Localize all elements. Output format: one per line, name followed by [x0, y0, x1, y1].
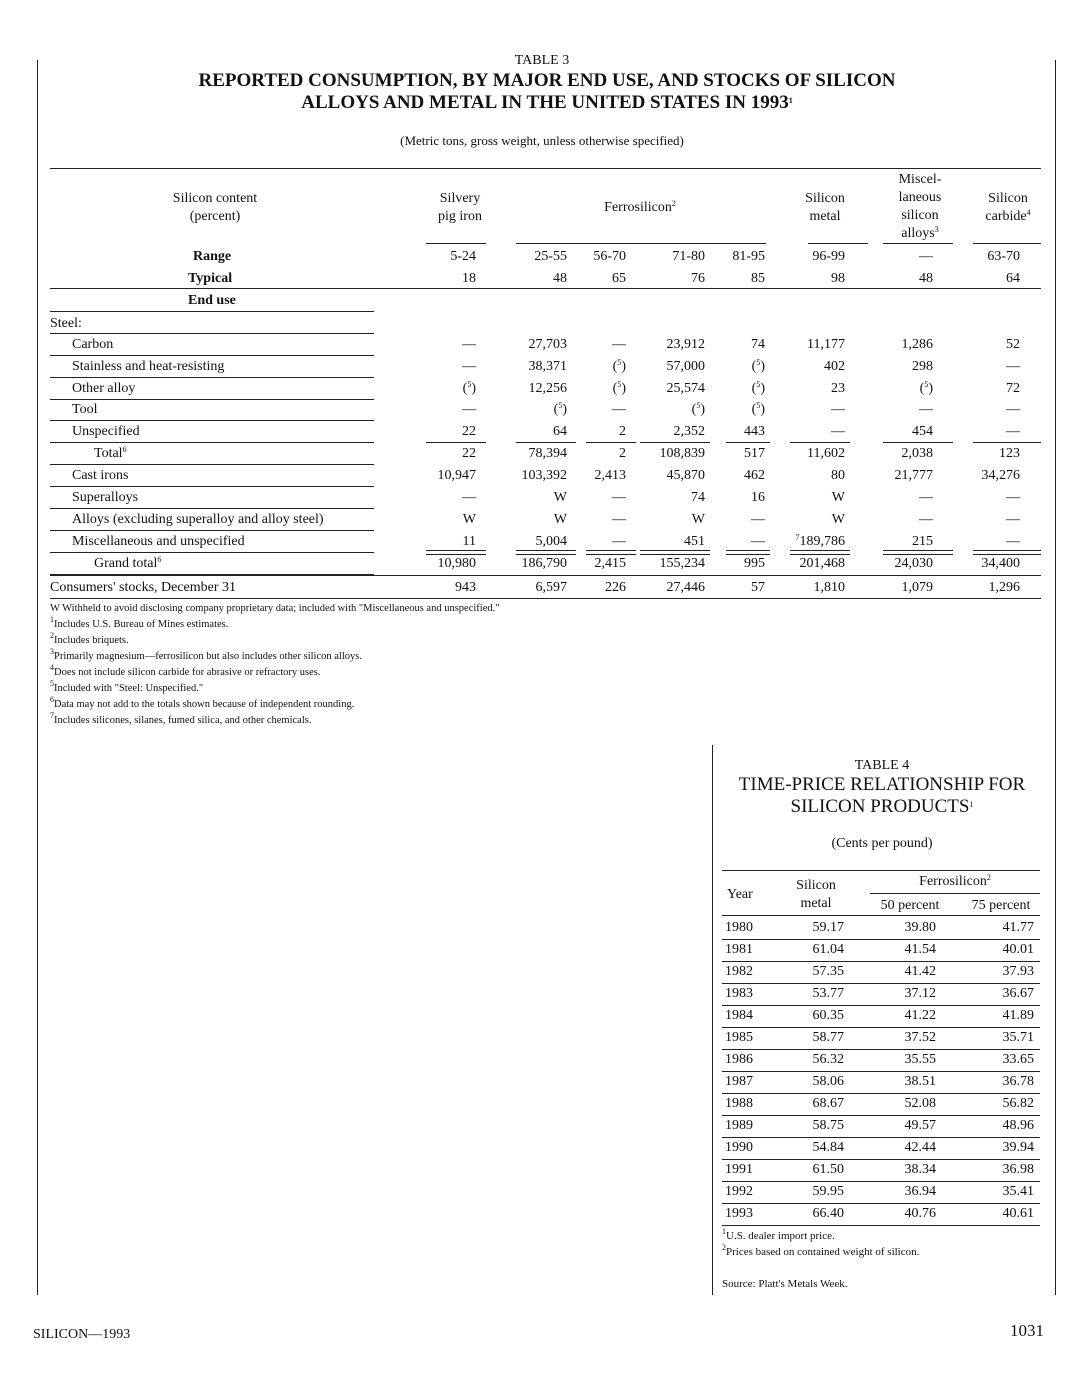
t4-row3-cell-1: 53.77: [812, 986, 844, 1001]
range-cell-6: —: [919, 249, 933, 264]
subtotal-rule: [640, 442, 710, 443]
t4-row9-cell-3: 48.96: [1002, 1118, 1034, 1133]
range-label: Range: [193, 249, 232, 264]
row10-cell-2: 2,415: [594, 556, 626, 571]
row-label: Tool: [72, 402, 98, 417]
t4-row6-cell-3: 33.65: [1002, 1052, 1034, 1067]
row3-cell-1: ($^5$): [553, 401, 567, 417]
table3-caption: TABLE 3: [514, 53, 570, 68]
row8-cell-5: W: [831, 512, 845, 527]
t4-row11-cell-3: 36.98: [1002, 1162, 1034, 1177]
footer-title: SILICON—1993: [33, 1327, 131, 1342]
t4-row-rule: [722, 1115, 1040, 1116]
header-rule: [516, 243, 766, 244]
header-silicon-carbide: Silicon carbide$^4$: [985, 191, 1031, 224]
t4-row6-cell-1: 56.32: [812, 1052, 844, 1067]
row6-cell-6: 21,777: [894, 468, 933, 483]
table4-title: TIME-PRICE RELATIONSHIP FOR SILICON PRODUCTS$^1$: [738, 774, 1026, 817]
row7-cell-0: —: [462, 490, 476, 505]
grand-total-rule: [516, 550, 576, 555]
range-cell-5: 96-99: [812, 249, 845, 264]
t4-row-rule: [722, 1005, 1040, 1006]
row6-cell-0: 10,947: [437, 468, 476, 483]
range-cell-3: 71-80: [672, 249, 705, 264]
row4-cell-3: 2,352: [673, 424, 705, 439]
steel-rule: [50, 333, 374, 334]
row-rule: [50, 399, 374, 400]
row-label: Alloys (excluding superalloy and alloy steel): [72, 512, 324, 527]
row1-cell-5: 402: [824, 359, 845, 374]
t4-row8-cell-3: 56.82: [1002, 1096, 1034, 1111]
row-label: Miscellaneous and unspecified: [72, 534, 245, 549]
row7-cell-4: 16: [751, 490, 765, 505]
table3-footnote-1: $^1$Includes U.S. Bureau of Mines estimates.: [50, 615, 229, 630]
header-rule: [973, 243, 1041, 244]
table3-title-line2: ALLOYS AND METAL IN THE UNITED STATES IN 1993: [301, 92, 789, 113]
left-margin-rule: [37, 60, 38, 1295]
grand-total-bottom-rule: [50, 575, 1041, 576]
row3-cell-5: —: [831, 402, 845, 417]
row-rule: [50, 464, 374, 465]
header-misc-silicon-alloys: Miscel- laneous silicon alloys$^3$: [898, 172, 942, 241]
t4-row13-cell-0: 1993: [725, 1206, 753, 1221]
t4-row7-cell-0: 1987: [725, 1074, 753, 1089]
right-margin-rule: [1055, 60, 1056, 1295]
header-rule: [426, 243, 486, 244]
row10-cell-3: 155,234: [659, 556, 705, 571]
subtotal-rule: [973, 442, 1041, 443]
table4-footnote-1: $^1$U.S. dealer import price.: [722, 1227, 835, 1242]
row10-cell-1: 186,790: [521, 556, 567, 571]
table4-header-year: Year: [727, 887, 753, 902]
table4-header-silicon-metal: Silicon metal: [796, 878, 836, 911]
t4-row2-cell-0: 1982: [725, 964, 753, 979]
table4-caption: TABLE 4: [854, 758, 910, 773]
typical-label: Typical: [188, 271, 233, 286]
range-cell-1: 25-55: [534, 249, 567, 264]
row8-cell-2: —: [612, 512, 626, 527]
table3-title-sup: 1: [788, 96, 793, 105]
grand-total-rule: [973, 550, 1041, 555]
table3-title-line1: REPORTED CONSUMPTION, BY MAJOR END USE, AND STOCKS OF SILICON: [198, 70, 896, 91]
t4-row-rule: [722, 1181, 1040, 1182]
table4-header-50-percent: 50 percent: [880, 898, 940, 913]
row7-cell-5: W: [831, 490, 845, 505]
row5-cell-5: 11,602: [807, 446, 845, 461]
header-rule: [883, 243, 953, 244]
t4-row10-cell-1: 54.84: [812, 1140, 844, 1155]
table4-header-75-percent: 75 percent: [971, 898, 1031, 913]
table3-footnote-2: $^2$Includes briquets.: [50, 631, 129, 646]
row9-cell-4: —: [751, 534, 765, 549]
range-cell-2: 56-70: [593, 249, 626, 264]
row7-cell-2: —: [612, 490, 626, 505]
table4-left-rule: [712, 745, 713, 1295]
t4-row-rule: [722, 1225, 1040, 1226]
t4-row5-cell-1: 58.77: [812, 1030, 844, 1045]
row-rule: [50, 442, 374, 443]
row3-cell-2: —: [612, 402, 626, 417]
row2-cell-5: 23: [831, 381, 845, 396]
row4-cell-5: —: [831, 424, 845, 439]
grand-total-rule: [883, 550, 953, 555]
t4-row10-cell-3: 39.94: [1002, 1140, 1034, 1155]
typical-cell-3: 76: [691, 271, 705, 286]
typical-cell-7: 64: [1006, 271, 1020, 286]
row1-cell-3: 57,000: [666, 359, 705, 374]
header-ferrosilicon: Ferrosilicon$^2$: [604, 199, 676, 215]
t4-row0-cell-0: 1980: [725, 920, 753, 935]
end-use-rule: [50, 311, 374, 312]
row3-cell-7: —: [1006, 402, 1020, 417]
table3-footnote-6: $^6$Data may not add to the totals shown because of independent rounding.: [50, 695, 355, 710]
row11-cell-0: 943: [455, 580, 476, 595]
row0-cell-3: 23,912: [666, 337, 705, 352]
row2-cell-4: ($^5$): [751, 380, 765, 396]
t4-row-rule: [722, 1049, 1040, 1050]
t4-row1-cell-2: 41.54: [904, 942, 936, 957]
row0-cell-6: 1,286: [901, 337, 933, 352]
row9-cell-7: —: [1006, 534, 1020, 549]
row1-cell-1: 38,371: [528, 359, 567, 374]
row8-cell-4: —: [751, 512, 765, 527]
row6-cell-7: 34,276: [981, 468, 1020, 483]
row9-cell-3: 451: [684, 534, 705, 549]
row11-cell-2: 226: [605, 580, 626, 595]
grand-total-rule: [726, 550, 770, 555]
row6-cell-5: 80: [831, 468, 845, 483]
row4-cell-2: 2: [619, 424, 626, 439]
row10-cell-5: 201,468: [799, 556, 845, 571]
t4-row4-cell-3: 41.89: [1002, 1008, 1034, 1023]
row8-cell-7: —: [1006, 512, 1020, 527]
t4-row12-cell-1: 59.95: [812, 1184, 844, 1199]
table4-header-ferrosilicon: Ferrosilicon$^2$: [919, 873, 991, 889]
table3-footnote-7: $^7$Includes silicones, silanes, fumed silica, and other chemicals.: [50, 711, 312, 726]
table3-subtitle: (Metric tons, gross weight, unless otherwise specified): [400, 133, 684, 148]
row10-cell-4: 995: [744, 556, 765, 571]
table4-source: Source: Platt's Metals Week.: [722, 1278, 848, 1290]
row-label: Other alloy: [72, 381, 136, 396]
row4-cell-1: 64: [553, 424, 567, 439]
t4-row7-cell-2: 38.51: [904, 1074, 936, 1089]
row10-cell-0: 10,980: [437, 556, 476, 571]
row5-cell-2: 2: [619, 446, 626, 461]
table3-footnote-5: $^5$Included with "Steel: Unspecified.": [50, 679, 204, 694]
row8-cell-6: —: [919, 512, 933, 527]
row8-cell-3: W: [691, 512, 705, 527]
row2-cell-1: 12,256: [528, 381, 567, 396]
range-cell-4: 81-95: [732, 249, 765, 264]
row-rule: [50, 486, 374, 487]
table4-header-rule: [722, 915, 1040, 916]
t4-row13-cell-2: 40.76: [904, 1206, 936, 1221]
subtotal-rule: [726, 442, 770, 443]
range-cell-7: 63-70: [987, 249, 1020, 264]
t4-row9-cell-0: 1989: [725, 1118, 753, 1133]
row9-cell-1: 5,004: [535, 534, 567, 549]
t4-row-rule: [722, 1093, 1040, 1094]
row4-cell-4: 443: [744, 424, 765, 439]
grand-total-rule: [640, 550, 710, 555]
table4-footnote-2: $^2$Prices based on contained weight of silicon.: [722, 1243, 920, 1258]
row3-cell-0: —: [462, 402, 476, 417]
row0-cell-0: —: [462, 337, 476, 352]
t4-row1-cell-1: 61.04: [812, 942, 844, 957]
grand-total-rule: [790, 550, 850, 555]
t4-row4-cell-1: 60.35: [812, 1008, 844, 1023]
range-cell-0: 5-24: [450, 249, 476, 264]
row2-cell-3: 25,574: [666, 381, 705, 396]
row0-cell-4: 74: [751, 337, 765, 352]
t4-row12-cell-2: 36.94: [904, 1184, 936, 1199]
t4-row10-cell-2: 42.44: [904, 1140, 936, 1155]
row8-cell-0: W: [462, 512, 476, 527]
row-label: Stainless and heat-resisting: [72, 359, 225, 374]
t4-row-rule: [722, 961, 1040, 962]
row5-cell-0: 22: [462, 446, 476, 461]
row11-cell-4: 57: [751, 580, 765, 595]
t4-row1-cell-0: 1981: [725, 942, 753, 957]
row-label: Grand total$^6$: [94, 555, 162, 571]
row-rule: [50, 508, 374, 509]
t4-row9-cell-2: 49.57: [904, 1118, 936, 1133]
row2-cell-7: 72: [1006, 381, 1020, 396]
row11-cell-3: 27,446: [666, 580, 705, 595]
t4-row8-cell-0: 1988: [725, 1096, 753, 1111]
subtotal-rule: [790, 442, 850, 443]
row1-cell-4: ($^5$): [751, 358, 765, 374]
row7-cell-6: —: [919, 490, 933, 505]
t4-row11-cell-1: 61.50: [812, 1162, 844, 1177]
row2-cell-6: ($^5$): [919, 380, 933, 396]
t4-row12-cell-0: 1992: [725, 1184, 753, 1199]
row3-cell-3: ($^5$): [691, 401, 705, 417]
row-rule: [50, 355, 374, 356]
row10-cell-7: 34,400: [981, 556, 1020, 571]
table4-ferro-rule: [870, 893, 1040, 894]
row4-cell-7: —: [1006, 424, 1020, 439]
row2-cell-0: ($^5$): [462, 380, 476, 396]
table3-footnote-3: $^3$Primarily magnesium—ferrosilicon but also includes other silicon alloys.: [50, 647, 362, 662]
row7-cell-1: W: [553, 490, 567, 505]
grand-total-rule: [586, 550, 636, 555]
t4-row7-cell-3: 36.78: [1002, 1074, 1034, 1089]
table3-footnote-0: W Withheld to avoid disclosing company proprietary data; included with "Miscellaneous and unspecified.": [50, 603, 500, 614]
row11-cell-6: 1,079: [901, 580, 933, 595]
t4-row-rule: [722, 1137, 1040, 1138]
t4-row-rule: [722, 939, 1040, 940]
t4-row5-cell-3: 35.71: [1002, 1030, 1034, 1045]
table4-top-rule: [722, 870, 1040, 871]
t4-row10-cell-0: 1990: [725, 1140, 753, 1155]
header-silicon-metal: Silicon metal: [805, 191, 845, 224]
row-label: Consumers' stocks, December 31: [50, 580, 237, 595]
row-label: Unspecified: [72, 424, 140, 439]
row11-cell-5: 1,810: [813, 580, 845, 595]
row-rule: [50, 552, 374, 553]
row11-cell-7: 1,296: [988, 580, 1020, 595]
row9-cell-2: —: [612, 534, 626, 549]
row1-cell-6: 298: [912, 359, 933, 374]
end-use-label: End use: [188, 293, 236, 308]
row3-cell-6: —: [919, 402, 933, 417]
row-rule: [50, 377, 374, 378]
grand-total-rule: [426, 550, 486, 555]
row5-cell-7: 123: [999, 446, 1020, 461]
typical-rule: [50, 288, 1041, 289]
t4-row5-cell-0: 1985: [725, 1030, 753, 1045]
row6-cell-2: 2,413: [594, 468, 626, 483]
t4-row3-cell-2: 37.12: [904, 986, 936, 1001]
t4-row2-cell-1: 57.35: [812, 964, 844, 979]
typical-cell-2: 65: [612, 271, 626, 286]
row4-cell-0: 22: [462, 424, 476, 439]
table3-title: [150, 70, 944, 114]
row-rule: [50, 530, 374, 531]
table3-top-rule: [50, 168, 1041, 169]
typical-cell-5: 98: [831, 271, 845, 286]
t4-row8-cell-2: 52.08: [904, 1096, 936, 1111]
t4-row3-cell-0: 1983: [725, 986, 753, 1001]
row7-cell-3: 74: [691, 490, 705, 505]
row1-cell-0: —: [462, 359, 476, 374]
t4-row7-cell-1: 58.06: [812, 1074, 844, 1089]
t4-row2-cell-3: 37.93: [1002, 964, 1034, 979]
steel-label: Steel:: [50, 316, 82, 331]
page-number: 1031: [1010, 1321, 1044, 1340]
table4-subtitle: (Cents per pound): [831, 836, 933, 851]
t4-row6-cell-2: 35.55: [904, 1052, 936, 1067]
row6-cell-4: 462: [744, 468, 765, 483]
row4-cell-6: 454: [912, 424, 933, 439]
subtotal-rule: [426, 442, 486, 443]
row9-cell-0: 11: [462, 534, 476, 549]
row0-cell-1: 27,703: [528, 337, 567, 352]
row9-cell-6: 215: [912, 534, 933, 549]
t4-row3-cell-3: 36.67: [1002, 986, 1034, 1001]
t4-row-rule: [722, 1027, 1040, 1028]
row6-cell-1: 103,392: [521, 468, 567, 483]
typical-cell-4: 85: [751, 271, 765, 286]
subtotal-rule: [586, 442, 636, 443]
row5-cell-3: 108,839: [659, 446, 705, 461]
t4-row-rule: [722, 1071, 1040, 1072]
t4-row0-cell-1: 59.17: [812, 920, 844, 935]
t4-row12-cell-3: 35.41: [1002, 1184, 1034, 1199]
header-silvery-pig-iron: Silvery pig iron: [438, 191, 482, 224]
t4-row11-cell-2: 38.34: [904, 1162, 936, 1177]
t4-row0-cell-3: 41.77: [1002, 920, 1034, 935]
t4-row13-cell-1: 66.40: [812, 1206, 844, 1221]
row-label: Total$^6$: [94, 445, 127, 461]
row0-cell-2: —: [612, 337, 626, 352]
row6-cell-3: 45,870: [666, 468, 705, 483]
t4-row11-cell-0: 1991: [725, 1162, 753, 1177]
t4-row8-cell-1: 68.67: [812, 1096, 844, 1111]
row5-cell-6: 2,038: [901, 446, 933, 461]
table3-bottom-rule: [50, 598, 1041, 599]
t4-row-rule: [722, 1203, 1040, 1204]
row5-cell-4: 517: [744, 446, 765, 461]
t4-row4-cell-0: 1984: [725, 1008, 753, 1023]
t4-row4-cell-2: 41.22: [904, 1008, 936, 1023]
subtotal-rule: [516, 442, 576, 443]
row7-cell-7: —: [1006, 490, 1020, 505]
row3-cell-4: ($^5$): [751, 401, 765, 417]
row8-cell-1: W: [553, 512, 567, 527]
row-label: Cast irons: [72, 468, 129, 483]
typical-cell-1: 48: [553, 271, 567, 286]
t4-row6-cell-0: 1986: [725, 1052, 753, 1067]
row5-cell-1: 78,394: [528, 446, 567, 461]
row10-cell-6: 24,030: [894, 556, 933, 571]
row9-cell-5: $^7$189,786: [795, 533, 845, 549]
t4-row0-cell-2: 39.80: [904, 920, 936, 935]
row0-cell-7: 52: [1006, 337, 1020, 352]
header-silicon-content: Silicon content (percent): [172, 191, 258, 224]
t4-row13-cell-3: 40.61: [1002, 1206, 1034, 1221]
row1-cell-2: ($^5$): [612, 358, 626, 374]
row-label: Superalloys: [72, 490, 139, 505]
typical-cell-6: 48: [919, 271, 933, 286]
t4-row-rule: [722, 983, 1040, 984]
row0-cell-5: 11,177: [807, 337, 845, 352]
table3-footnote-4: $^4$Does not include silicon carbide for abrasive or refractory uses.: [50, 663, 321, 678]
typical-cell-0: 18: [462, 271, 476, 286]
row2-cell-2: ($^5$): [612, 380, 626, 396]
row-label: Carbon: [72, 337, 114, 352]
t4-row1-cell-3: 40.01: [1002, 942, 1034, 957]
t4-row5-cell-2: 37.52: [904, 1030, 936, 1045]
row1-cell-7: —: [1006, 359, 1020, 374]
row-rule: [50, 420, 374, 421]
t4-row2-cell-2: 41.42: [904, 964, 936, 979]
t4-row-rule: [722, 1159, 1040, 1160]
header-rule: [808, 243, 868, 244]
row11-cell-1: 6,597: [535, 580, 567, 595]
subtotal-rule: [883, 442, 953, 443]
t4-row9-cell-1: 58.75: [812, 1118, 844, 1133]
